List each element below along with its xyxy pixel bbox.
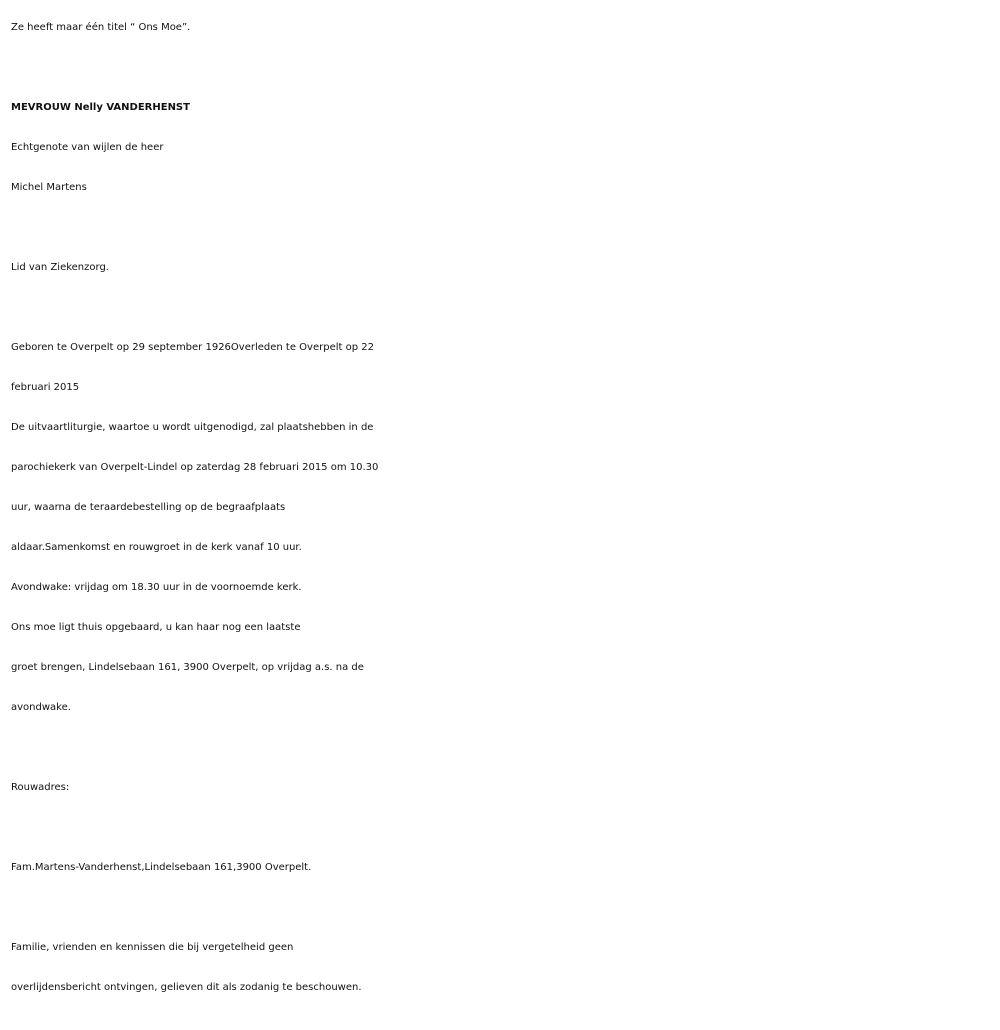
- viewing-line-3: avondwake.: [11, 702, 71, 713]
- spacer: [11, 48, 990, 86]
- spouse-line-1: Echtgenote van wijlen de heer: [11, 142, 164, 153]
- mourning-address: Fam.Martens-Vanderhenst,Lindelsebaan 161,3900 Overpelt.: [11, 862, 312, 873]
- wake-text: Avondwake: vrijdag om 18.30 uur in de voornoemde kerk.: [11, 582, 302, 593]
- intro-text: Ze heeft maar één titel “ Ons Moe”.: [11, 22, 191, 33]
- liturgy-line-3: uur, waarna de teraardebestelling op de begraafplaats: [11, 502, 286, 513]
- address-label: Rouwadres:: [11, 782, 70, 793]
- birth-death-line-2: februari 2015: [11, 382, 80, 393]
- spacer: [11, 728, 990, 768]
- spacer: [11, 208, 990, 248]
- viewing-line-2: groet brengen, Lindelsebaan 161, 3900 Overpelt, op vrijdag a.s. na de: [11, 662, 364, 673]
- spacer: [11, 808, 990, 848]
- deceased-name: MEVROUW Nelly VANDERHENST: [11, 102, 190, 113]
- spacer: [11, 888, 990, 928]
- closing-line-1: Familie, vrienden en kennissen die bij vergetelheid geen: [11, 942, 294, 953]
- viewing-line-1: Ons moe ligt thuis opgebaard, u kan haar nog een laatste: [11, 622, 301, 633]
- closing-line-2: overlijdensbericht ontvingen, gelieven dit als zodanig te beschouwen.: [11, 982, 362, 993]
- spacer: [11, 288, 990, 328]
- birth-death-line-1: Geboren te Overpelt op 29 september 1926Overleden te Overpelt op 22: [11, 342, 374, 353]
- liturgy-line-1: De uitvaartliturgie, waartoe u wordt uitgenodigd, zal plaatshebben in de: [11, 422, 374, 433]
- liturgy-line-4: aldaar.Samenkomst en rouwgroet in de kerk vanaf 10 uur.: [11, 542, 302, 553]
- spouse-line-2: Michel Martens: [11, 182, 87, 193]
- membership-text: Lid van Ziekenzorg.: [11, 262, 109, 273]
- liturgy-line-2: parochiekerk van Overpelt-Lindel op zaterdag 28 februari 2015 om 10.30: [11, 462, 379, 473]
